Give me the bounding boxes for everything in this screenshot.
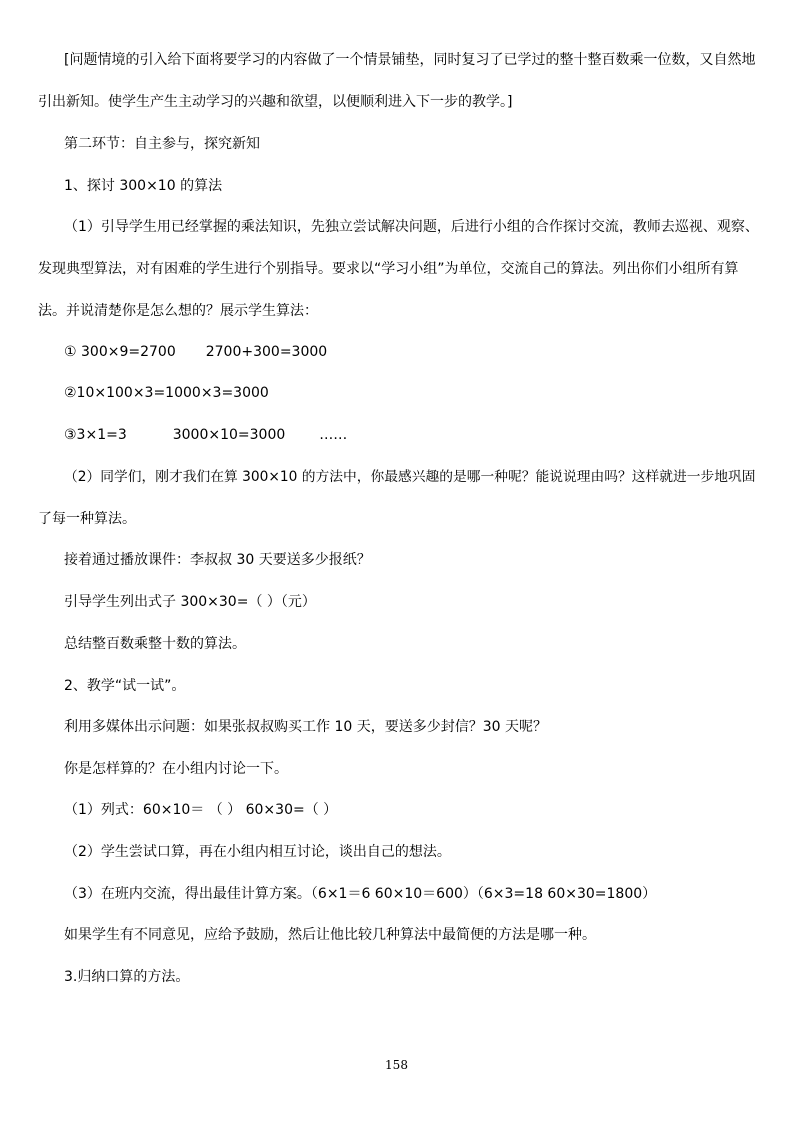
paragraph-line: （2）同学们，刚才我们在算 300×10 的方法中，你最感兴趣的是哪一种呢？能说说理由吗？这样就进一步地巩固	[64, 469, 756, 485]
paragraph-line: 了每一种算法。	[38, 511, 136, 527]
subsection-heading: 1、探讨 300×10 的算法	[64, 178, 223, 194]
paragraph-line: 法。并说清楚你是怎么想的？展示学生算法：	[38, 303, 318, 319]
paragraph-line: 引导学生列出式子 300×30=（ ）（元）	[64, 594, 316, 610]
paragraph-line: [问题情境的引入给下面将要学习的内容做了一个情景铺垫，同时复习了已学过的整十整百数乘一位数，又自然地	[64, 52, 756, 68]
method-1-step-a: ① 300×9=2700	[64, 344, 176, 360]
ellipsis: ……	[319, 427, 348, 443]
method-3-step-a: ③3×1=3	[64, 427, 127, 443]
paragraph-line: 利用多媒体出示问题：如果张叔叔购买工作 10 天，要送多少封信？30 天呢？	[64, 719, 547, 735]
paragraph-line: （1）引导学生用已经掌握的乘法知识，先独立尝试解决问题，后进行小组的合作探讨交流，教师去巡视、观察、	[64, 219, 759, 235]
paragraph-line: （2）学生尝试口算，再在小组内相互讨论，谈出自己的想法。	[64, 844, 451, 860]
method-1-step-b: 2700+300=3000	[205, 344, 328, 360]
method-1	[64, 343, 327, 361]
paragraph-line: （1）列式：60×10＝ （ ） 60×30=（ ）	[64, 802, 338, 818]
paragraph-line: 发现典型算法，对有困难的学生进行个别指导。要求以“学习小组”为单位，交流自己的算法。列出你们小组所有算	[38, 261, 739, 277]
method-2: ②10×100×3=1000×3=3000	[64, 385, 269, 401]
method-3	[64, 426, 347, 444]
section-heading: 第二环节：自主参与，探究新知	[64, 136, 260, 152]
page-number: 158	[385, 1058, 408, 1072]
paragraph-line: 如果学生有不同意见，应给予鼓励，然后让他比较几种算法中最简便的方法是哪一种。	[64, 927, 596, 943]
subsection-heading: 2、教学“试一试”。	[64, 678, 186, 694]
paragraph-line: 引出新知。使学生产生主动学习的兴趣和欲望，以便顺利进入下一步的教学。]	[38, 94, 513, 110]
paragraph-line: 你是怎样算的？在小组内讨论一下。	[64, 761, 288, 777]
paragraph-line: （3）在班内交流，得出最佳计算方案。（6×1＝6 60×10＝600）（6×3=18 60×30=1800）	[64, 886, 657, 902]
method-3-step-b: 3000×10=3000	[172, 427, 286, 443]
paragraph-line: 总结整百数乘整十数的算法。	[64, 636, 246, 652]
subsection-heading: 3.归纳口算的方法。	[64, 969, 190, 985]
paragraph-line: 接着通过播放课件：李叔叔 30 天要送多少报纸？	[64, 552, 371, 568]
